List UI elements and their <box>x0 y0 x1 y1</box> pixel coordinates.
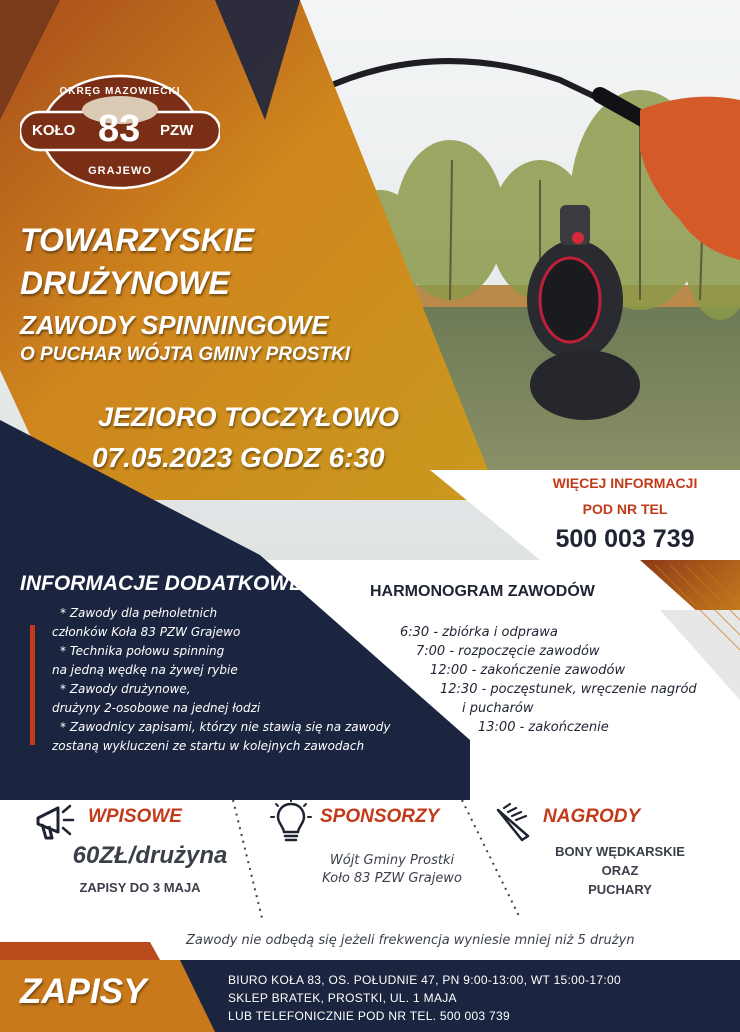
fee-note: ZAPISY DO 3 MAJA <box>79 880 201 895</box>
prize-line: ORAZ <box>601 863 639 878</box>
info-heading: INFORMACJE DODATKOWE <box>20 572 304 595</box>
title-line-4: O PUCHAR WÓJTA GMINY PROSTKI <box>20 344 351 365</box>
info-line: * Zawody drużynowe, <box>60 682 191 696</box>
logo-top-text: OKRĘG MAZOWIECKI <box>59 86 181 97</box>
footer-details <box>228 971 621 1025</box>
info-line: zostaną wykluczeni ze startu w kolejnych zawodach <box>52 739 365 753</box>
title-line-1: TOWARZYSKIE <box>20 222 255 258</box>
info-line: na jedną wędkę na żywej rybie <box>52 663 238 677</box>
info-line: * Zawody dla pełnoletnich <box>60 606 218 620</box>
event-datetime: 07.05.2023 GODZ 6:30 <box>92 442 385 473</box>
contact-phone: 500 003 739 <box>555 525 695 553</box>
schedule-item: 12:30 - poczęstunek, wręczenie nagród <box>440 682 697 697</box>
lightbulb-icon <box>270 796 312 846</box>
sponsor-2: Koło 83 PZW Grajewo <box>322 871 462 886</box>
sponsors-title: SPONSORZY <box>320 806 440 827</box>
footer-line: LUB TELEFONICZNIE POD NR TEL. 500 003 739 <box>228 1009 510 1023</box>
info-line: członków Koła 83 PZW Grajewo <box>52 625 241 639</box>
prize-line: BONY WĘDKARSKIE <box>555 844 685 859</box>
title-line-2: DRUŻYNOWE <box>20 265 230 301</box>
prizes-list <box>530 842 710 899</box>
contact-label-1: WIĘCEJ INFORMACJI <box>552 475 698 491</box>
info-line: * Technika połowu spinning <box>60 644 225 658</box>
sponsors-list <box>292 852 492 888</box>
schedule-item: i pucharów <box>462 701 534 716</box>
logo-bottom-text: GRAJEWO <box>88 165 152 177</box>
title-line-3: ZAWODY SPINNINGOWE <box>20 310 329 340</box>
contact-box <box>520 470 730 556</box>
schedule-title: HARMONOGRAM ZAWODÓW <box>370 583 595 600</box>
info-line: drużyny 2-osobowe na jednej łodzi <box>52 701 261 715</box>
fee-amount: 60ZŁ/drużyna <box>72 842 228 869</box>
footer-line: SKLEP BRATEK, PROSTKI, UL. 1 MAJA <box>228 991 457 1005</box>
megaphone-icon <box>32 798 76 842</box>
prizes-title: NAGRODY <box>543 806 641 827</box>
logo-right-text: PZW <box>160 122 194 139</box>
footer-line: BIURO KOŁA 83, OS. POŁUDNIE 47, PN 9:00-13:00, WT 15:00-17:00 <box>228 973 621 987</box>
attendance-notice: Zawody nie odbędą się jeżeli frekwencja wyniesie mniej niż 5 drużyn <box>186 933 635 948</box>
footer-label: ZAPISY <box>20 972 147 1011</box>
schedule-item: 12:00 - zakończenie zawodów <box>430 663 626 678</box>
info-accent-bar <box>30 625 35 745</box>
fishing-lure-icon <box>494 800 538 844</box>
logo-left-text: KOŁO <box>32 122 76 139</box>
prize-line: PUCHARY <box>588 882 652 897</box>
info-line: * Zawodnicy zapisami, którzy nie stawią się na zawody <box>60 720 391 734</box>
contact-label-2: POD NR TEL <box>582 501 668 517</box>
event-location: JEZIORO TOCZYŁOWO <box>98 402 400 432</box>
schedule-item: 6:30 - zbiórka i odprawa <box>400 625 558 640</box>
fee-title: WPISOWE <box>88 806 182 827</box>
schedule-item: 7:00 - rozpoczęcie zawodów <box>416 644 600 659</box>
sponsor-1: Wójt Gminy Prostki <box>329 853 455 868</box>
club-logo <box>20 70 220 195</box>
logo-number: 83 <box>98 108 141 150</box>
schedule-item: 13:00 - zakończenie <box>478 720 609 735</box>
